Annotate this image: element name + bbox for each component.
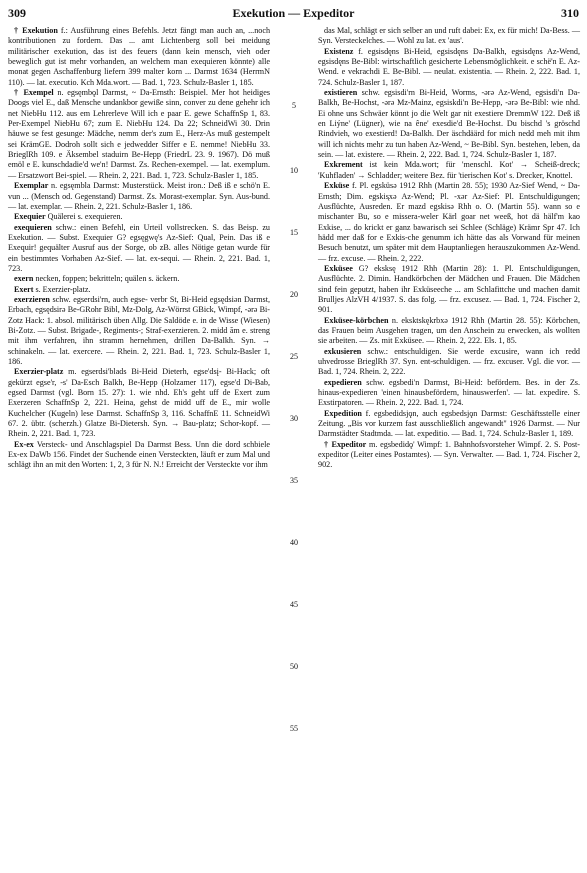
running-title: Exekution — Expeditor [232,6,355,20]
entry-text: das Mal, schlägt er sich selber an und ruft dabei: Ex, ex für mich! Da-Bess. — Syn. Versteckelches. — Wohl zu lat. ex 'aus'. [318,26,580,46]
page-header [8,6,579,22]
dictionary-entry [318,88,580,160]
line-number: 40 [290,538,298,547]
line-number: 25 [290,352,298,361]
right-column [318,26,580,471]
entry-headword: Existenz [324,46,354,56]
entry-headword: Exequier [14,212,46,222]
entry-headword: expedieren [324,377,362,387]
dictionary-entry [8,367,270,439]
entry-text: n. eksktskękrbxǝ 1912 Rhh (Martin 28. 55): Körbchen, das Frauen beim Ausgehen tragen, um den Anschein zu erwecken, als wollten sie arbeiten. — Zs. mit Exküsee. — Rhein. 2, 222. Els. 1, 85. [318,315,580,346]
dictionary-entry [318,409,580,440]
entry-headword: exerzieren [14,294,50,304]
entry-text: n. egsęmbǫl Darmst, ~ Da-Ernsth: Beispiel. Mer hot heidiges Doogs viel E., daß Mensche undankbor gewiße sinn, conver zu dene gehehr ich net NiebHu 112. aus em Lehrerleve Will ich e paar E. gewe SchaffnSp 1, 83. Per-Exempel NiebHu 67; zum E. NiebHu 124. Da 22; SchneidWi 30. Drin häuwe se fest gesunge: Mädche, nemm der's zum E., Herz-As muß gestempelt sei KrämGE. Dodroh sollt sich e jedwedder Siffer e E. nemme! NiebHu 33. BrieglRh 109. e Äksembel staduirn Be-Hepp (FriedrL 23. 9. 1967). Dö muß emöl e E. kunschdadie'd we'n! Darmst. Zs. Rechen-exempel. — lat. exemplum. — Ersatzwort Bei-spiel. — Rhein. 2, 221. Bad. 1, 723. Schulz-Basler 1, 185. [8,88,270,180]
entry-headword: exern [14,274,34,284]
entry-text: f. egsbedidsjǫn, auch egsbedsjǫn Darmst: Geschäftsstelle einer Zeitung. „Bis vor kurzem fast ausschließlich angewandt" 1926 Darmst. — Nur Darmstädter Stadtmda. — lat. expeditio. — Bad. 1, 724. Schulz-Basler 1, 189. [318,408,580,439]
entry-headword: Ex-ex [14,439,34,449]
entry-text: schw. egserdsi'rn, auch egse- verbr St, Bi-Heid egsędsiǝn Darmst, Erbach, egsędsirǝ Be-GRohr Bibl, Mz-Dolg, Az-Wörrst GBick, Wimpf, -ǝrǝ Bi-Zotz Hack: 1. absol. militärisch üben Allg. Die Saldöde e. in de Wisse (Wiesen) Bi-Zotz. — Subst. Brigade-, Regiments-; Straf-exerzieren. 2. midd ăm e. streng mit ihm verfahren, ihn stramm hernehmen, drillen Da-Balkh. Syn. → schinakeln. — lat. exercere. — Rhein. 2, 221. Bad. 1, 723. Schulz-Basler 1, 186. [8,294,270,366]
dictionary-entry [8,274,270,284]
dictionary-entry [8,212,270,222]
entry-headword: existieren [324,88,358,98]
entry-headword: Exkrement [324,160,363,170]
line-number: 20 [290,290,298,299]
entry-headword: Exküsee-körbchen [324,315,389,325]
entry-headword: † Expeditor [324,439,367,449]
dictionary-entry [8,223,270,275]
entry-text: necken, foppen; bekritteln; quälen s. äckern. [33,274,180,284]
entry-headword: Expedition [324,408,362,418]
entry-headword: † Exekution [14,26,58,35]
dictionary-entry [8,440,270,471]
entry-headword: Exerzier-platz [14,367,64,377]
line-number: 55 [290,724,298,733]
dictionary-entry [318,26,580,47]
entry-headword: Exküse [324,181,350,191]
dictionary-entry [318,347,580,378]
entry-text: ist kein Mda.wort; für 'menschl. Kot' → Scheiß-dreck; 'Kuhfladen' → Schladder; weitere Bez. für 'tierischen Kot' s. Drecker, Knottel. [318,160,580,180]
dictionary-entry [318,181,580,264]
line-number: 10 [290,166,298,175]
entry-text: schw. egsbedi'n Darmst, Bi-Heid: befördern. Bes. in der Zs. hinaus-expedieren 'einen hinausbefördern, hinauswerfen'. — lat. expedire. S. Exstirpatoren. — Rhein. 2, 222. Bad. 1, 724. [318,377,580,408]
line-number: 5 [292,101,296,110]
dictionary-entry [318,160,580,181]
dictionary-entry [318,47,580,88]
entry-text: schw.: entschuldigen. Sie werde excusire, wann ich redd uhvedrosse BrieglRh 37. Syn. ent-schuldigen. — frz. excuser. Vgl. die vor. — Bad. 1, 724. Rhein. 2, 222. [318,346,580,377]
entry-headword: Exemplar [14,181,49,191]
entry-text: Versteck- und Anschlagspiel Da Darmst Bess. Unn die dord schbiele Ex-ex DaWb 156. Findet der Suchende einen Versteckten, läuft er zum Mal und schlägt ihn an mit den Worten: 1, 2, 3 für N. N.! Erreicht der Versteckte vor ihm [8,439,270,470]
entry-headword: Exküsee [324,263,353,273]
entry-headword: † Exempel [14,88,54,98]
dictionary-entry [8,295,270,367]
entry-text: Quälerei s. exequieren. [45,212,123,222]
entry-headword: Exert [14,284,34,294]
line-number: 30 [290,414,298,423]
dictionary-entry [8,88,270,181]
entry-headword: exkusieren [324,346,362,356]
dictionary-entry [318,316,580,347]
dictionary-entry [8,285,270,295]
entry-text: m. egserdsi'blads Bi-Heid Dieterh, egse'dsį- Bi-Hack; oft gekürzt egse'r, -s' Da-Esch Balkh, Be-Hepp (Holzamer 117), egse'd Di-Bab, egsed Darmst (vgl. Born 15. 27): 1. wie nhd. Eh's geht uff de Exert zum Exerzeren SchaffnSp 2, 221. Heina, gehst de midd uff de E., mir wolle Kuchelcher (Kugeln) lese Darmst. SchaffnSp 3, 116. SchaffnE 11. SchneidWi 67. 2. übtr. (scherzh.) Glatze Bi-Dietersh. Syn. → Bau-platz; Schor-kopf. — Rhein. 2, 221. Bad. 1, 723. [8,367,270,439]
line-number: 35 [290,476,298,485]
page-number-left: 309 [8,6,26,20]
entry-text: schw.: einen Befehl, ein Urteil vollstrecken. S. das Beisp. zu Exekution. — Subst. Exequier G? egsęgwę's Az-Sief: Qual, Pein. Das iß e Exequir! gequälter Ausruf aus der Sorge, ob zB. alles Nötige getan wurde für ein bestimmtes Vorhaben Az-Sief. — lat. ex-sequi. — Rhein. 2, 221. Bad. 1, 723. [8,222,270,273]
entry-text: s. Exerzier-platz. [33,284,91,294]
dictionary-entry [318,378,580,409]
entry-text: m. egsbedidǫ' Wimpf: 1. Bahnhofsvorsteher Wimpf. 2. S. Post-expeditor (Leiter eines Postamtes). — Syn. Verwalter. — Bad. 1, 724. Fischer 2, 902. [318,439,580,470]
left-column [8,26,270,471]
entry-headword: exequieren [14,222,52,232]
dictionary-entry [318,264,580,316]
dictionary-entry [8,26,270,88]
entry-text: schw. egsisdi'rn Bi-Heid, Worms, -ǝrǝ Az-Wend, egsisdi'n Da-Balkh, Be-Hochst, -ǝrǝ Mz-Mainz, egsiskdi'n Be-Hepp, -ǝrǝ Be-Bibl: wie nhd. Ei ohne uns Schwäer könnt jo die Welt gar nit exestiere DremmW 122. Deß iß en Liýne' (Lügner), wie na êne' exesdie'd Be-Hochst. Du bischd 's gröschd Rindvieh, wo exestierd! Da-Balkh. Der äschdäärd for mich nedd meh mit ihm will ich nichts mehr zu tun haben Az-Wend, ~ Be-Bibl. Syn. bestehen, leben, da sein. — lat. existere. — Rhein. 2, 222. Bad. 1, 724. Schulz-Basler 1, 187. [318,88,580,160]
dictionary-entry [318,440,580,471]
entry-text: f. Pl. egsküsǝ 1912 Rhh (Martin 28. 55); 1930 Az-Sief Wend, ~ Da-Ernsth; Dim. egskis̨xǝ Az-Wend; Pl. -xǝr Az-Sief: Pl. Entschuldigungen; Ausflüchte, Ausreden. Er mazd egskisǝ Rhh o. O. (Martin 55). wann so e mischanter Bu, so e missera-weler Kärl goar net weeß, hot dä hälf'm kao Exkise, ... do krickt er ganz bawarisch sei Schlee (Schläge) Krämr Spr 47. Ich hädd mer daß for e Exkis-che genumm ich hätte das als Vorwand für meinen Besuch benutzt, um später mit dem Hauptanliegen herauszukommen Az-Wend. — frz. excuse. — Rhein. 2, 222. [318,181,580,263]
line-number: 45 [290,600,298,609]
dictionary-entry [8,181,270,212]
line-number: 50 [290,662,298,671]
entry-text: f. egsisdęns Bi-Heid, egsisdęns Da-Balkh, egsisdęns Az-Wend, egsisdęns Be-Bibl: wirtschaftlich gesicherte Lebensmöglichkeit. e schë'n E. Az-Wend. e vekrachdi E. Be-Bibl. — neulat. existentia. — Rhein. 2, 222. Bad. 1, 724. Schulz-Basler 1, 187. [318,46,580,87]
line-number-gutter [281,26,307,866]
line-number: 15 [290,228,298,237]
page-number-right: 310 [561,6,579,20]
entry-text: f.: Ausführung eines Befehls. Jetzt fängt man auch an, ...noch kontributionen zu fordern. Das ... amt Lichtenberg soll bei meidung militärischer exekution, das ist des feuers (dann kein mensch, vieh oder beweglich gut ist mehr vorhanden, an welchem man exequieren könnte) alle monat gegen Aschaffenburg liefern 399 malter korn ... Darmst 1634 (HerrmN 110). — lat. executio. Kch Mda.wort. — Bad. 1, 723. Schulz-Basler 1, 185. [8,26,271,87]
entry-text: n. egsęmbla Darmst: Musterstück. Meist iron.: Deß iß e schö'n E. vun ... (Mensch od. Gegenstand) Darmst. Zs. Morast-exemplar. Syn. Aus-bund. — lat. exemplar. — Rhein. 2, 221. Schulz-Basler 1, 186. [8,181,270,211]
entry-text: G? eksksę 1912 Rhh (Martin 28): 1. Pl. Entschuldigungen, Ausflüchte. 2. Dimin. Handkörbchen der Mädchen und Frauen. Die Mädchen sind fein geputzt, haben ihr Exküseeche ... am Schlafittche und machen damit Brulljes AlzVH 4/1937. S. das folg. — frz. excusez. — Bad. 1, 724. Fischer 2, 901. [318,263,580,315]
